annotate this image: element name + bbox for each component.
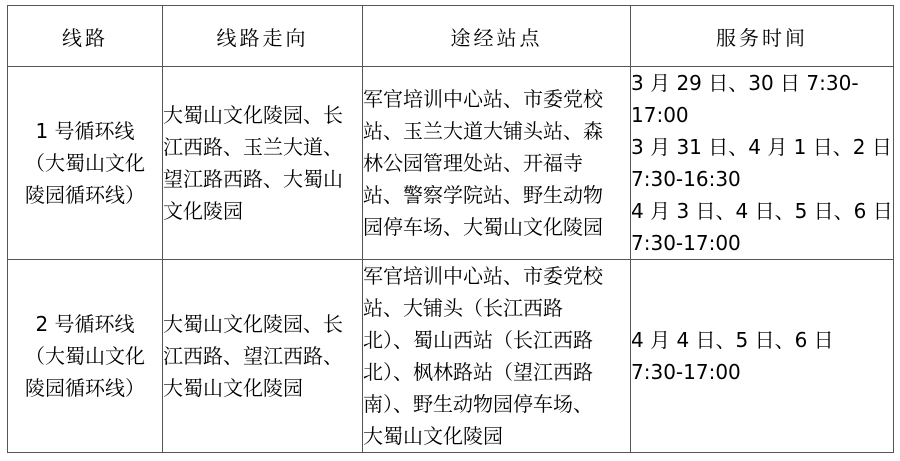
route-direction-cell: [163, 67, 363, 260]
time-line: 3 月 29 日、30 日 7:30-: [631, 71, 859, 95]
stops-line: 军官培训中心站、市委党校: [363, 87, 603, 111]
route-name-line: （大蜀山文化: [25, 344, 145, 368]
header-route: 线路: [8, 6, 163, 67]
time-line: 4 月 3 日、4 日、5 日、6 日: [631, 199, 893, 223]
route-direction-cell: [163, 260, 363, 453]
time-line: 7:30-17:00: [631, 231, 741, 255]
route-name-cell: [8, 67, 163, 260]
stops-line: 北）、蜀山西站（长江西路: [363, 328, 593, 352]
table-header-row: [8, 6, 894, 67]
route-name-line: 1 号循环线: [35, 119, 135, 143]
direction-line: 望江路西路、大蜀山: [163, 167, 343, 191]
route-name-line: 陵园循环线）: [25, 376, 145, 400]
stops-line: 园停车场、大蜀山文化陵园: [363, 215, 603, 239]
stops-line: 林公园管理处站、开福寺: [363, 151, 583, 175]
table-row: [8, 260, 894, 453]
time-line: 7:30-17:00: [631, 360, 741, 384]
direction-line: 江西路、玉兰大道、: [163, 135, 343, 159]
stops-cell: [363, 67, 631, 260]
stops-line: 站、玉兰大道大铺头站、森: [363, 119, 603, 143]
header-stops: 途经站点: [363, 6, 631, 67]
stops-line: 站、大铺头（长江西路: [363, 296, 563, 320]
time-line: 17:00: [631, 103, 689, 127]
stops-line: 站、警察学院站、野生动物: [363, 183, 603, 207]
stops-cell: [363, 260, 631, 453]
header-service-time: 服务时间: [631, 6, 894, 67]
direction-line: 大蜀山文化陵园、长: [163, 312, 343, 336]
header-direction: 线路走向: [163, 6, 363, 67]
stops-line: 大蜀山文化陵园: [363, 424, 503, 448]
route-name-line: 2 号循环线: [35, 312, 135, 336]
service-time-cell: [631, 260, 894, 453]
stops-line: 北）、枫林路站（望江西路: [363, 360, 593, 384]
direction-line: 文化陵园: [163, 199, 243, 223]
direction-line: 大蜀山文化陵园: [163, 376, 303, 400]
route-name-line: 陵园循环线）: [25, 183, 145, 207]
time-line: 7:30-16:30: [631, 167, 741, 191]
stops-line: 军官培训中心站、市委党校: [363, 264, 603, 288]
service-time-cell: [631, 67, 894, 260]
table-row: [8, 67, 894, 260]
bus-route-table: [7, 5, 894, 453]
direction-line: 江西路、望江西路、: [163, 344, 343, 368]
time-line: 3 月 31 日、4 月 1 日、2 日: [631, 135, 892, 159]
route-name-cell: [8, 260, 163, 453]
time-line: 4 月 4 日、5 日、6 日: [631, 328, 834, 352]
route-name-line: （大蜀山文化: [25, 151, 145, 175]
stops-line: 南）、野生动物园停车场、: [363, 392, 593, 416]
direction-line: 大蜀山文化陵园、长: [163, 103, 343, 127]
